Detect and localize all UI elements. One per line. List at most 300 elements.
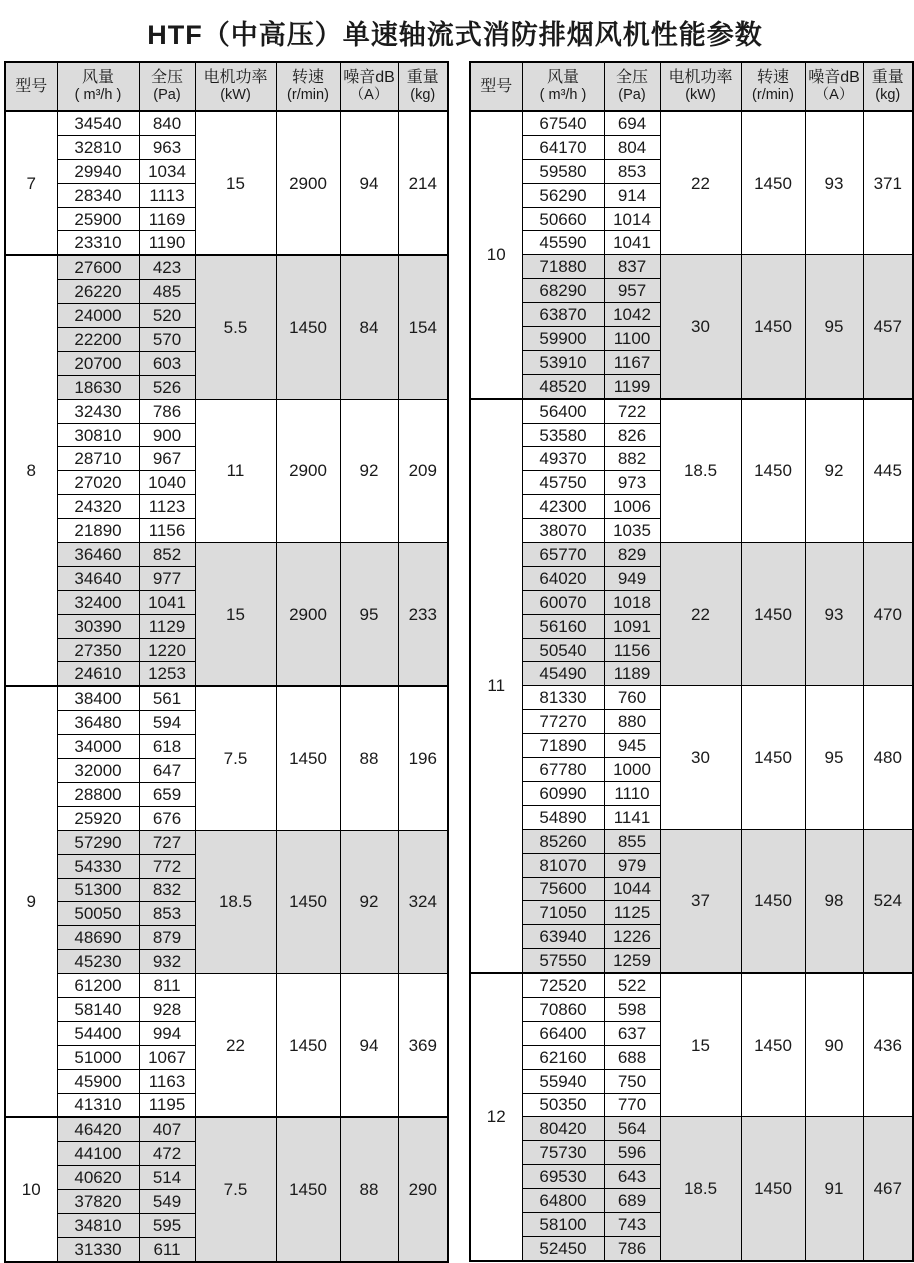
col-header-unit: (r/min) [752,87,794,104]
airflow-cell: 56400 [522,399,604,423]
speed-cell: 1450 [741,399,805,543]
speed-cell: 1450 [741,111,805,255]
airflow-cell: 32810 [57,135,139,159]
airflow-cell: 18630 [57,375,139,399]
speed-cell: 1450 [741,686,805,829]
airflow-cell: 70860 [522,997,604,1021]
airflow-cell: 44100 [57,1142,139,1166]
col-header-unit: (kW) [685,87,716,104]
airflow-cell: 50540 [522,638,604,662]
power-cell: 7.5 [195,686,276,830]
airflow-cell: 48690 [57,926,139,950]
airflow-cell: 48520 [522,374,604,398]
pressure-cell: 949 [604,566,660,590]
noise-cell: 84 [340,255,398,399]
col-header-airflow [57,62,139,111]
pressure-cell: 829 [604,543,660,567]
pressure-cell: 750 [604,1069,660,1093]
pressure-cell: 994 [139,1021,195,1045]
weight-cell: 445 [863,399,913,543]
airflow-cell: 56290 [522,183,604,207]
speed-cell: 1450 [741,543,805,686]
airflow-cell: 63870 [522,303,604,327]
pressure-cell: 977 [139,566,195,590]
col-header-power [660,62,741,111]
pressure-cell: 1113 [139,183,195,207]
pressure-cell: 688 [604,1045,660,1069]
col-header-label: 电机功率 [203,69,268,87]
col-header-unit: （A） [814,87,854,104]
pressure-cell: 804 [604,135,660,159]
airflow-cell: 64800 [522,1189,604,1213]
weight-cell: 233 [398,543,448,687]
airflow-cell: 71050 [522,901,604,925]
noise-cell: 94 [340,111,398,255]
airflow-cell: 67780 [522,758,604,782]
power-cell: 11 [195,399,276,542]
pressure-cell: 1226 [604,925,660,949]
power-cell: 7.5 [195,1117,276,1261]
pressure-cell: 526 [139,375,195,399]
pressure-cell: 900 [139,423,195,447]
noise-cell: 93 [805,111,863,255]
pressure-cell: 570 [139,328,195,352]
pressure-cell: 786 [604,1236,660,1260]
pressure-cell: 647 [139,759,195,783]
power-cell: 37 [660,829,741,973]
airflow-cell: 24610 [57,662,139,686]
airflow-cell: 42300 [522,495,604,519]
table-row [470,973,913,997]
table-row [5,255,448,279]
airflow-cell: 30390 [57,614,139,638]
table-row [5,111,448,135]
pressure-cell: 1091 [604,614,660,638]
pressure-cell: 689 [604,1189,660,1213]
pressure-cell: 967 [139,447,195,471]
pressure-cell: 1125 [604,901,660,925]
airflow-cell: 72520 [522,973,604,997]
table-row [5,830,448,854]
speed-cell: 2900 [276,543,340,687]
airflow-cell: 36480 [57,711,139,735]
col-header-model [5,62,57,111]
noise-cell: 92 [805,399,863,543]
col-header-airflow [522,62,604,111]
pressure-cell: 832 [139,878,195,902]
pressure-cell: 928 [139,997,195,1021]
airflow-cell: 34540 [57,111,139,135]
col-header-unit: (kW) [220,87,251,104]
pressure-cell: 561 [139,686,195,710]
pressure-cell: 840 [139,111,195,135]
airflow-cell: 68290 [522,279,604,303]
pressure-cell: 1129 [139,614,195,638]
weight-cell: 371 [863,111,913,255]
airflow-cell: 54400 [57,1021,139,1045]
airflow-cell: 34000 [57,735,139,759]
airflow-cell: 25900 [57,207,139,231]
airflow-cell: 20700 [57,351,139,375]
table-row [470,111,913,135]
airflow-cell: 71880 [522,255,604,279]
pressure-cell: 1141 [604,805,660,829]
col-header-noise [340,62,398,111]
airflow-cell: 27350 [57,638,139,662]
pressure-cell: 1259 [604,949,660,973]
weight-cell: 290 [398,1117,448,1261]
pressure-cell: 595 [139,1213,195,1237]
airflow-cell: 24000 [57,304,139,328]
speed-cell: 1450 [276,974,340,1118]
airflow-cell: 32000 [57,759,139,783]
airflow-cell: 32430 [57,399,139,423]
col-header-unit: (kg) [875,87,901,104]
col-header-label: 风量 [546,69,579,87]
pressure-cell: 564 [604,1117,660,1141]
airflow-cell: 64170 [522,135,604,159]
airflow-cell: 81070 [522,853,604,877]
airflow-cell: 21890 [57,519,139,543]
pressure-cell: 1189 [604,662,660,686]
pressure-cell: 1100 [604,327,660,351]
pressure-cell: 837 [604,255,660,279]
pressure-cell: 659 [139,782,195,806]
pressure-cell: 811 [139,974,195,998]
airflow-cell: 50660 [522,207,604,231]
col-header-weight [863,62,913,111]
airflow-cell: 59900 [522,327,604,351]
col-header-label: 噪音dB [808,69,860,87]
airflow-cell: 45590 [522,231,604,255]
pressure-cell: 786 [139,399,195,423]
airflow-cell: 66400 [522,1021,604,1045]
pressure-cell: 520 [139,304,195,328]
speed-cell: 1450 [741,973,805,1117]
airflow-cell: 27020 [57,471,139,495]
airflow-cell: 23310 [57,231,139,255]
airflow-cell: 28340 [57,183,139,207]
col-header-weight [398,62,448,111]
pressure-cell: 1123 [139,495,195,519]
airflow-cell: 28800 [57,782,139,806]
pressure-cell: 957 [604,279,660,303]
table-row [470,255,913,279]
airflow-cell: 28710 [57,447,139,471]
airflow-cell: 55940 [522,1069,604,1093]
airflow-cell: 45900 [57,1069,139,1093]
table-row [5,686,448,710]
pressure-cell: 1018 [604,590,660,614]
pressure-cell: 596 [604,1141,660,1165]
weight-cell: 209 [398,399,448,542]
airflow-cell: 65770 [522,543,604,567]
model-cell: 10 [470,111,522,399]
table-row [5,974,448,998]
airflow-cell: 45750 [522,471,604,495]
airflow-cell: 40620 [57,1166,139,1190]
power-cell: 30 [660,686,741,829]
model-cell: 11 [470,399,522,973]
weight-cell: 470 [863,543,913,686]
pressure-cell: 1044 [604,877,660,901]
power-cell: 18.5 [660,399,741,543]
pressure-cell: 882 [604,447,660,471]
noise-cell: 90 [805,973,863,1117]
col-header-speed [741,62,805,111]
table-header [5,62,448,111]
pressure-cell: 826 [604,423,660,447]
noise-cell: 95 [805,255,863,399]
pressure-cell: 485 [139,280,195,304]
pressure-cell: 618 [139,735,195,759]
airflow-cell: 81330 [522,686,604,710]
table-row [470,399,913,423]
pressure-cell: 594 [139,711,195,735]
airflow-cell: 52450 [522,1236,604,1260]
pressure-cell: 853 [139,902,195,926]
airflow-cell: 60990 [522,781,604,805]
table-row [5,1117,448,1141]
airflow-cell: 31330 [57,1237,139,1261]
weight-cell: 324 [398,830,448,973]
col-header-label: 重量 [406,69,439,87]
airflow-cell: 64020 [522,566,604,590]
model-cell: 10 [5,1117,57,1261]
power-cell: 15 [195,543,276,687]
airflow-cell: 36460 [57,543,139,567]
pressure-cell: 643 [604,1165,660,1189]
pressure-cell: 1000 [604,758,660,782]
pressure-cell: 1253 [139,662,195,686]
airflow-cell: 54890 [522,805,604,829]
airflow-cell: 34810 [57,1213,139,1237]
pressure-cell: 1006 [604,495,660,519]
airflow-cell: 57290 [57,830,139,854]
pressure-cell: 722 [604,399,660,423]
airflow-cell: 75730 [522,1141,604,1165]
airflow-cell: 45230 [57,950,139,974]
col-header-press [139,62,195,111]
weight-cell: 154 [398,255,448,399]
power-cell: 22 [660,111,741,255]
pressure-cell: 855 [604,829,660,853]
noise-cell: 88 [340,686,398,830]
pressure-cell: 1169 [139,207,195,231]
pressure-cell: 694 [604,111,660,135]
noise-cell: 95 [805,686,863,829]
col-header-unit: (Pa) [153,87,181,104]
power-cell: 18.5 [195,830,276,973]
pressure-cell: 1040 [139,471,195,495]
noise-cell: 92 [340,399,398,542]
airflow-cell: 59580 [522,159,604,183]
pressure-cell: 979 [604,853,660,877]
airflow-cell: 24320 [57,495,139,519]
col-header-label: 全压 [150,69,183,87]
pressure-cell: 637 [604,1021,660,1045]
power-cell: 18.5 [660,1117,741,1261]
speed-cell: 1450 [276,255,340,399]
pressure-cell: 514 [139,1166,195,1190]
airflow-cell: 75600 [522,877,604,901]
model-cell: 12 [470,973,522,1261]
airflow-cell: 60070 [522,590,604,614]
col-header-label: 电机功率 [668,69,733,87]
col-header-noise [805,62,863,111]
col-header-label: 全压 [615,69,648,87]
col-header-unit: （A） [349,87,389,104]
power-cell: 30 [660,255,741,399]
pressure-cell: 549 [139,1190,195,1214]
airflow-cell: 77270 [522,710,604,734]
table-row [470,829,913,853]
col-header-label: 型号 [15,77,48,95]
table-body [470,111,913,1261]
airflow-cell: 63940 [522,925,604,949]
fan-spec-table-right [469,61,914,1262]
pressure-cell: 945 [604,734,660,758]
noise-cell: 94 [340,974,398,1118]
pressure-cell: 727 [139,830,195,854]
airflow-cell: 46420 [57,1117,139,1141]
airflow-cell: 58100 [522,1212,604,1236]
airflow-cell: 61200 [57,974,139,998]
pressure-cell: 1220 [139,638,195,662]
airflow-cell: 30810 [57,423,139,447]
airflow-cell: 49370 [522,447,604,471]
power-cell: 22 [660,543,741,686]
airflow-cell: 62160 [522,1045,604,1069]
table-header [470,62,913,111]
pressure-cell: 914 [604,183,660,207]
airflow-cell: 34640 [57,566,139,590]
power-cell: 22 [195,974,276,1118]
weight-cell: 369 [398,974,448,1118]
airflow-cell: 32400 [57,590,139,614]
tables-container [0,61,910,1263]
speed-cell: 2900 [276,399,340,542]
pressure-cell: 522 [604,973,660,997]
pressure-cell: 472 [139,1142,195,1166]
pressure-cell: 611 [139,1237,195,1261]
col-header-unit: (kg) [410,87,436,104]
pressure-cell: 963 [139,135,195,159]
col-header-label: 风量 [81,69,114,87]
weight-cell: 467 [863,1117,913,1261]
pressure-cell: 1042 [604,303,660,327]
pressure-cell: 760 [604,686,660,710]
airflow-cell: 22200 [57,328,139,352]
pressure-cell: 1034 [139,159,195,183]
pressure-cell: 973 [604,471,660,495]
noise-cell: 98 [805,829,863,973]
fan-spec-table-left [4,61,449,1263]
power-cell: 5.5 [195,255,276,399]
airflow-cell: 27600 [57,255,139,279]
noise-cell: 88 [340,1117,398,1261]
speed-cell: 2900 [276,111,340,255]
airflow-cell: 67540 [522,111,604,135]
pressure-cell: 423 [139,255,195,279]
noise-cell: 91 [805,1117,863,1261]
airflow-cell: 50050 [57,902,139,926]
table-row [5,399,448,423]
airflow-cell: 80420 [522,1117,604,1141]
speed-cell: 1450 [741,829,805,973]
pressure-cell: 770 [604,1093,660,1117]
power-cell: 15 [195,111,276,255]
pressure-cell: 932 [139,950,195,974]
model-cell: 8 [5,255,57,686]
pressure-cell: 603 [139,351,195,375]
airflow-cell: 50350 [522,1093,604,1117]
airflow-cell: 56160 [522,614,604,638]
table-row [470,1117,913,1141]
col-header-power [195,62,276,111]
col-header-label: 噪音dB [343,69,395,87]
airflow-cell: 26220 [57,280,139,304]
pressure-cell: 1041 [604,231,660,255]
airflow-cell: 69530 [522,1165,604,1189]
col-header-speed [276,62,340,111]
pressure-cell: 880 [604,710,660,734]
airflow-cell: 38070 [522,519,604,543]
pressure-cell: 772 [139,854,195,878]
pressure-cell: 879 [139,926,195,950]
power-cell: 15 [660,973,741,1117]
weight-cell: 457 [863,255,913,399]
pressure-cell: 1190 [139,231,195,255]
airflow-cell: 51000 [57,1045,139,1069]
speed-cell: 1450 [741,1117,805,1261]
pressure-cell: 853 [604,159,660,183]
airflow-cell: 38400 [57,686,139,710]
airflow-cell: 25920 [57,806,139,830]
pressure-cell: 743 [604,1212,660,1236]
table-row [470,686,913,710]
pressure-cell: 1014 [604,207,660,231]
pressure-cell: 1167 [604,350,660,374]
weight-cell: 436 [863,973,913,1117]
col-header-label: 转速 [756,69,789,87]
col-header-model [470,62,522,111]
airflow-cell: 37820 [57,1190,139,1214]
col-header-label: 型号 [480,77,513,95]
speed-cell: 1450 [276,830,340,973]
table-row [470,543,913,567]
airflow-cell: 57550 [522,949,604,973]
airflow-cell: 53910 [522,350,604,374]
pressure-cell: 1067 [139,1045,195,1069]
airflow-cell: 29940 [57,159,139,183]
noise-cell: 92 [340,830,398,973]
weight-cell: 214 [398,111,448,255]
airflow-cell: 54330 [57,854,139,878]
weight-cell: 524 [863,829,913,973]
col-header-label: 转速 [291,69,324,87]
weight-cell: 196 [398,686,448,830]
airflow-cell: 58140 [57,997,139,1021]
airflow-cell: 45490 [522,662,604,686]
pressure-cell: 598 [604,997,660,1021]
model-cell: 9 [5,686,57,1117]
col-header-unit: (Pa) [618,87,646,104]
col-header-unit: ( m³/h ) [74,87,122,104]
table-row [5,543,448,567]
pressure-cell: 852 [139,543,195,567]
weight-cell: 480 [863,686,913,829]
